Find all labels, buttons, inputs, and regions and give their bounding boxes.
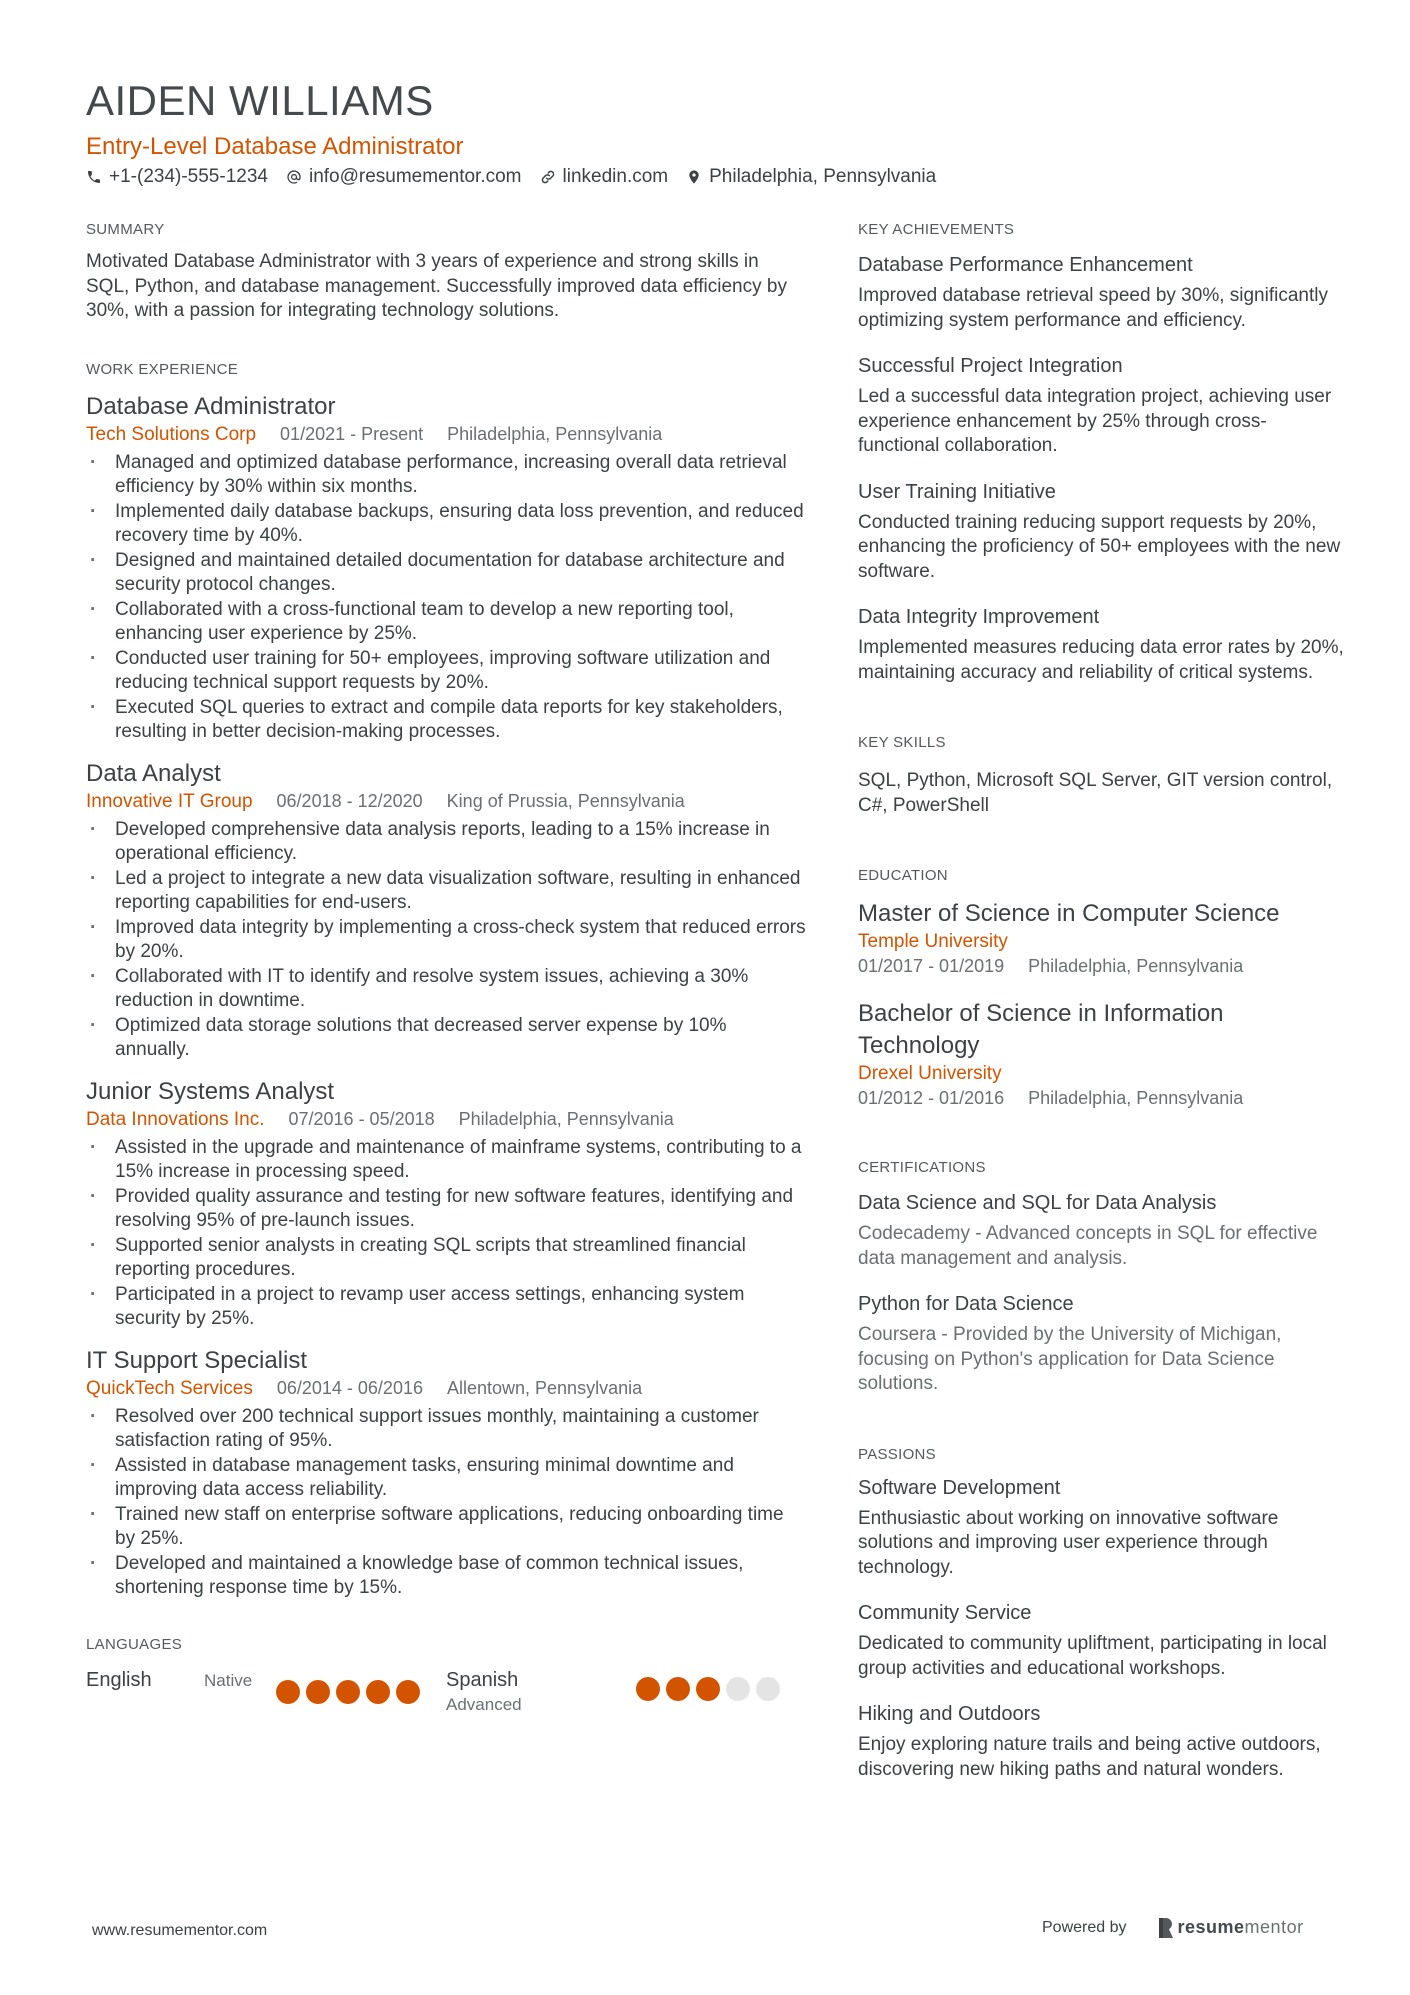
achievement-list: [858, 252, 1348, 685]
job-entry: [86, 1077, 806, 1332]
brand-logo[interactable]: [1157, 1917, 1304, 1938]
passions-description: Dedicated to community upliftment, participating in local group activities and educational workshops.: [858, 1633, 1327, 1679]
at-icon: [286, 169, 302, 185]
phone-text: +1-(234)-555-1234: [109, 166, 268, 187]
passions-description: Enjoy exploring nature trails and being active outdoors, discovering new hiking paths and natural wonders.: [858, 1734, 1321, 1780]
language-name: English: [86, 1668, 152, 1691]
job-entry: [86, 759, 806, 1063]
achievements-description: Led a successful data integration project, achieving user experience enhancement by 25% through cross-functional collaboration.: [858, 386, 1332, 456]
link-icon: [540, 169, 556, 185]
job-bullet: · Managed and optimized database performance, increasing overall data retrieval efficiency by 30% within six months.: [86, 451, 806, 500]
language-level: Advanced: [446, 1694, 522, 1714]
achievements-heading: KEY ACHIEVEMENTS: [858, 221, 1015, 238]
company-name: QuickTech Services: [86, 1377, 253, 1399]
languages-section: [86, 1635, 806, 1717]
email-link[interactable]: info@resumementor.com: [308, 166, 522, 187]
education-meta: [858, 1086, 1348, 1110]
education-list: [858, 898, 1348, 1110]
degree-name: Master of Science in Computer Science: [858, 900, 1280, 927]
candidate-name: AIDEN WILLIAMS: [86, 77, 434, 124]
passions-title: Software Development: [858, 1476, 1061, 1499]
skills-section: [858, 733, 1348, 818]
passions-section: [858, 1445, 1348, 1783]
achievements-section: [858, 220, 1348, 685]
education-item: [858, 998, 1348, 1110]
job-title: Database Administrator: [86, 392, 336, 420]
job-bullet: · Assisted in database management tasks, ensuring minimal downtime and improving data access reliability.: [86, 1454, 806, 1503]
achievements-item: [858, 353, 1348, 459]
achievements-item: [858, 252, 1348, 333]
achievements-title: Database Performance Enhancement: [858, 254, 1193, 276]
job-title: IT Support Specialist: [86, 1346, 308, 1374]
certification-list: [858, 1190, 1348, 1397]
contact-linkedin[interactable]: [540, 164, 669, 190]
passion-list: [858, 1475, 1348, 1783]
powered-by-label: Powered by: [1042, 1918, 1127, 1936]
job-bullet: · Trained new staff on enterprise software applications, reducing onboarding time by 25%.: [86, 1503, 806, 1552]
candidate-title: Entry-Level Database Administrator: [86, 133, 464, 160]
summary-text: Motivated Database Administrator with 3 years of experience and strong skills in SQL, Python, and database management. Successfully improved data efficiency by 30%, with a passion for integrating technology solutions.: [86, 251, 787, 321]
job-bullet: · Collaborated with a cross-functional team to develop a new reporting tool, enhancing user experience by 25%.: [86, 598, 806, 647]
job-location: Philadelphia, Pennsylvania: [458, 1108, 674, 1129]
rating-dot-filled: [696, 1677, 720, 1701]
rating-dot-filled: [366, 1680, 390, 1704]
passions-title: Hiking and Outdoors: [858, 1703, 1041, 1725]
job-bullet-list: [86, 451, 806, 745]
passions-heading: PASSIONS: [858, 1445, 936, 1463]
job-bullet: · Developed and maintained a knowledge base of common technical issues, shortening response time by 15%.: [86, 1552, 806, 1601]
school-name: Temple University: [858, 931, 1008, 952]
job-bullet: · Collaborated with IT to identify and resolve system issues, achieving a 30% reduction in downtime.: [86, 965, 806, 1014]
location-pin-icon: [686, 169, 702, 185]
rating-dot-filled: [306, 1680, 330, 1704]
brand-name-light: mentor: [1244, 1917, 1304, 1937]
job-location: Allentown, Pennsylvania: [446, 1377, 643, 1398]
rating-dot-empty: [726, 1677, 750, 1701]
job-bullet-list: [86, 1136, 806, 1332]
right-column: [858, 220, 1348, 1782]
achievements-title: User Training Initiative: [858, 480, 1056, 503]
job-bullet: · Executed SQL queries to extract and compile data reports for key stakeholders, resulting in better decision-making processes.: [86, 696, 806, 745]
job-meta: [86, 422, 806, 447]
job-bullet: · Implemented daily database backups, ensuring data loss prevention, and reduced recovery time by 40%.: [86, 500, 806, 549]
footer-branding: [1042, 1917, 1304, 1938]
company-name: Tech Solutions Corp: [86, 423, 257, 445]
job-bullet: · Optimized data storage solutions that decreased server expense by 10% annually.: [86, 1014, 806, 1063]
language-name: Spanish: [446, 1668, 519, 1691]
contact-phone: [86, 164, 268, 190]
degree-name: Bachelor of Science in Information Technology: [858, 1000, 1224, 1059]
company-name: Data Innovations Inc.: [86, 1108, 265, 1130]
summary-heading: SUMMARY: [86, 221, 165, 238]
brand-name-bold: resume: [1177, 1917, 1245, 1937]
work-experience-heading: WORK EXPERIENCE: [86, 360, 239, 378]
job-location: King of Prussia, Pennsylvania: [446, 790, 685, 811]
job-title: Data Analyst: [86, 759, 221, 787]
skills-heading: KEY SKILLS: [858, 734, 946, 751]
language-rating: [636, 1667, 786, 1717]
contact-row: [86, 164, 954, 190]
job-meta: [86, 789, 806, 814]
job-entry: [86, 1346, 806, 1601]
certifications-description: Coursera - Provided by the University of Michigan, focusing on Python's application for Data Science solutions.: [858, 1324, 1282, 1394]
achievements-title: Data Integrity Improvement: [858, 606, 1100, 628]
passions-description: Enthusiastic about working on innovative software solutions and improving user experience through technology.: [858, 1507, 1279, 1578]
certifications-title: Python for Data Science: [858, 1293, 1074, 1315]
education-dates: 01/2017 - 01/2019: [858, 956, 1005, 976]
job-bullet: · Designed and maintained detailed documentation for database architecture and security protocol changes.: [86, 549, 806, 598]
left-column: [86, 220, 806, 1717]
job-bullet: · Improved data integrity by implementing a cross-check system that reduced errors by 20%.: [86, 916, 806, 965]
job-list: [86, 392, 806, 1601]
job-dates: 01/2021 - Present: [280, 423, 424, 444]
job-entry: [86, 392, 806, 745]
location-text: Philadelphia, Pennsylvania: [709, 166, 937, 187]
achievements-description: Conducted training reducing support requests by 20%, enhancing the proficiency of 50+ employees with the new software.: [858, 511, 1341, 582]
footer-website-link[interactable]: www.resumementor.com: [92, 1922, 268, 1939]
rating-dot-filled: [276, 1680, 300, 1704]
rating-dot-empty: [756, 1677, 780, 1701]
job-title: Junior Systems Analyst: [86, 1077, 335, 1105]
resumementor-logo-icon: [1157, 1918, 1173, 1938]
job-dates: 06/2018 - 12/2020: [276, 790, 423, 811]
rating-dot-filled: [336, 1680, 360, 1704]
company-name: Innovative IT Group: [86, 790, 253, 812]
education-location: Philadelphia, Pennsylvania: [1028, 956, 1244, 976]
job-location: Philadelphia, Pennsylvania: [447, 423, 663, 444]
passions-item: [858, 1475, 1348, 1581]
achievements-title: Successful Project Integration: [858, 355, 1123, 377]
job-bullet: · Provided quality assurance and testing for new software features, identifying and resolving 95% of pre-launch issues.: [86, 1185, 806, 1234]
certifications-section: [858, 1158, 1348, 1397]
job-bullet: · Supported senior analysts in creating SQL scripts that streamlined financial reporting procedures.: [86, 1234, 806, 1283]
summary-section: [86, 220, 806, 324]
certifications-description: Codecademy - Advanced concepts in SQL for effective data management and analysis.: [858, 1223, 1318, 1269]
achievements-description: Implemented measures reducing data error rates by 20%, maintaining accuracy and reliability of critical systems.: [858, 637, 1344, 683]
job-bullet-list: [86, 818, 806, 1063]
job-dates: 06/2014 - 06/2016: [276, 1377, 423, 1398]
rating-dot-filled: [666, 1677, 690, 1701]
education-item: [858, 898, 1348, 978]
achievements-item: [858, 479, 1348, 585]
certifications-item: [858, 1190, 1348, 1271]
phone-icon: [86, 169, 102, 185]
work-experience-section: [86, 360, 806, 1601]
achievements-item: [858, 604, 1348, 685]
education-dates: 01/2012 - 01/2016: [858, 1088, 1005, 1108]
job-bullet: · Assisted in the upgrade and maintenance of mainframe systems, contributing to a 15% increase in processing speed.: [86, 1136, 806, 1185]
achievements-description: Improved database retrieval speed by 30%, significantly optimizing system performance and efficiency.: [858, 285, 1328, 331]
passions-item: [858, 1600, 1348, 1681]
rating-dot-filled: [636, 1677, 660, 1701]
linkedin-link[interactable]: linkedin.com: [562, 166, 669, 187]
certifications-item: [858, 1291, 1348, 1397]
job-bullet: · Led a project to integrate a new data visualization software, resulting in enhanced reporting capabilities for end-users.: [86, 867, 806, 916]
language-rating: [276, 1667, 426, 1717]
job-meta: [86, 1376, 806, 1401]
school-name: Drexel University: [858, 1063, 1002, 1084]
education-heading: EDUCATION: [858, 867, 948, 884]
languages-heading: LANGUAGES: [86, 1635, 183, 1653]
language-text: [86, 1667, 276, 1717]
certifications-title: Data Science and SQL for Data Analysis: [858, 1192, 1217, 1214]
education-section: [858, 866, 1348, 1110]
passions-item: [858, 1701, 1348, 1782]
language-item: [86, 1667, 446, 1717]
language-item: [446, 1667, 806, 1717]
job-bullet-list: [86, 1405, 806, 1601]
job-bullet: · Conducted user training for 50+ employees, improving software utilization and reducing technical support requests by 20%.: [86, 647, 806, 696]
job-dates: 07/2016 - 05/2018: [288, 1108, 435, 1129]
job-bullet: · Resolved over 200 technical support issues monthly, maintaining a customer satisfaction rating of 95%.: [86, 1405, 806, 1454]
education-location: Philadelphia, Pennsylvania: [1028, 1088, 1244, 1108]
passions-title: Community Service: [858, 1602, 1032, 1624]
certifications-heading: CERTIFICATIONS: [858, 1159, 986, 1176]
rating-dot-filled: [396, 1680, 420, 1704]
skills-text: SQL, Python, Microsoft SQL Server, GIT version control, C#, PowerShell: [858, 770, 1333, 816]
language-level: Native: [204, 1670, 253, 1690]
job-bullet: · Developed comprehensive data analysis reports, leading to a 15% increase in operational efficiency.: [86, 818, 806, 867]
language-list: [86, 1667, 806, 1717]
language-text: [446, 1667, 636, 1717]
job-bullet: · Participated in a project to revamp user access settings, enhancing system security by 25%.: [86, 1283, 806, 1332]
job-meta: [86, 1107, 806, 1132]
education-meta: [858, 954, 1348, 978]
contact-email[interactable]: [286, 164, 522, 190]
contact-location: [686, 164, 936, 190]
